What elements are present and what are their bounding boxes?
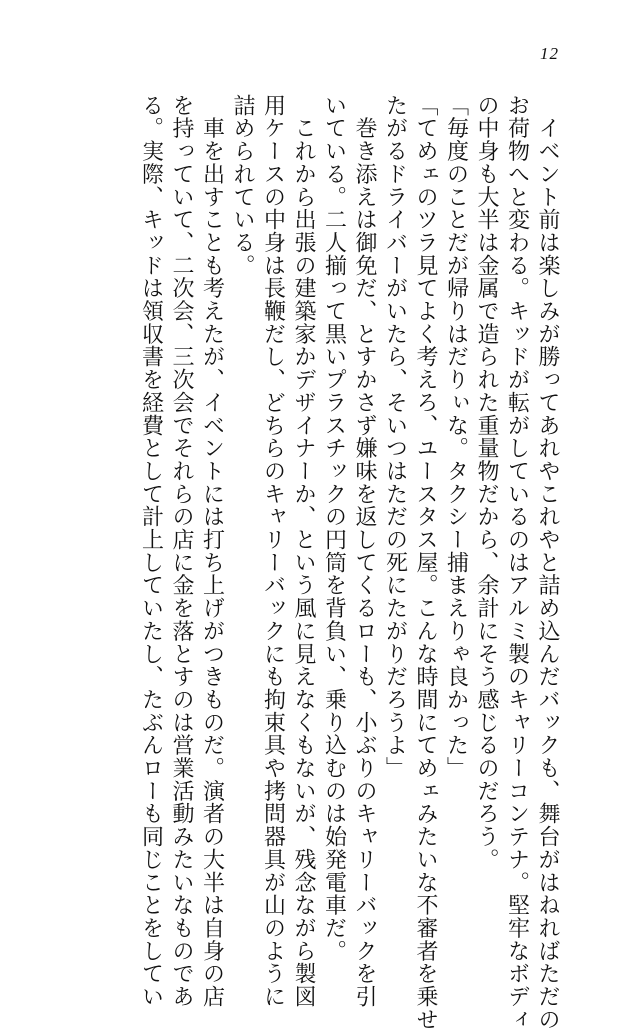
text-line: 詰められている。	[230, 94, 255, 277]
text-line: 車を出すことも考えたが、イベントには打ち上げがつきものだ。演者の大半は自身の店	[199, 94, 225, 1008]
text-line: お荷物へと変わる。キッドが転がしているのはアルミ製のキャリーコンテナ。堅牢なボディ	[504, 94, 530, 1031]
body-text	[135, 94, 562, 1031]
text-line: を持っていて、二次会、三次会でそれらの店に金を落とすのは営業活動みたいなものであ	[169, 94, 194, 1008]
text-line: 巻き添えは御免だ、とすかさず嫌味を返してくるローも、小ぶりのキャリーバックを引	[352, 94, 377, 1008]
text-line: たがるドライバーがいたら、そいつはただの死にたがりだろうよ」	[382, 94, 408, 780]
text-line: 「てめェのツラ見てよく考えろ、ユースタス屋。こんな時間にてめェみたいな不審者を乗せ	[413, 94, 438, 1031]
text-line: イベント前は楽しみが勝ってあれやこれやと詰め込んだバックも、舞台がはねればただの	[535, 94, 560, 1031]
text-line: いている。二人揃って黒いプラスチックの円筒を背負い、乗り込むのは始発電車だ。	[321, 94, 347, 963]
text-line: 用ケースの中身は長鞭だし、どちらのキャリーバックにも拘束具や拷問器具が山のように	[260, 94, 286, 1008]
text-line: 「毎度のことだが帰りはだりぃな。タクシー捕まえりゃ良かった」	[443, 94, 469, 780]
text-line: る。実際、キッドは領収書を経費として計上していたし、たぶんローも同じことをしてい	[138, 94, 164, 1008]
text-line: これから出張の建築家かデザイナーか、という風に見えなくもないが、残念ながら製図	[291, 94, 316, 1008]
text-line: の中身も大半は金属で造られた重量物だから、余計にそう感じるのだろう。	[474, 94, 499, 871]
page-number: 12	[540, 44, 559, 63]
